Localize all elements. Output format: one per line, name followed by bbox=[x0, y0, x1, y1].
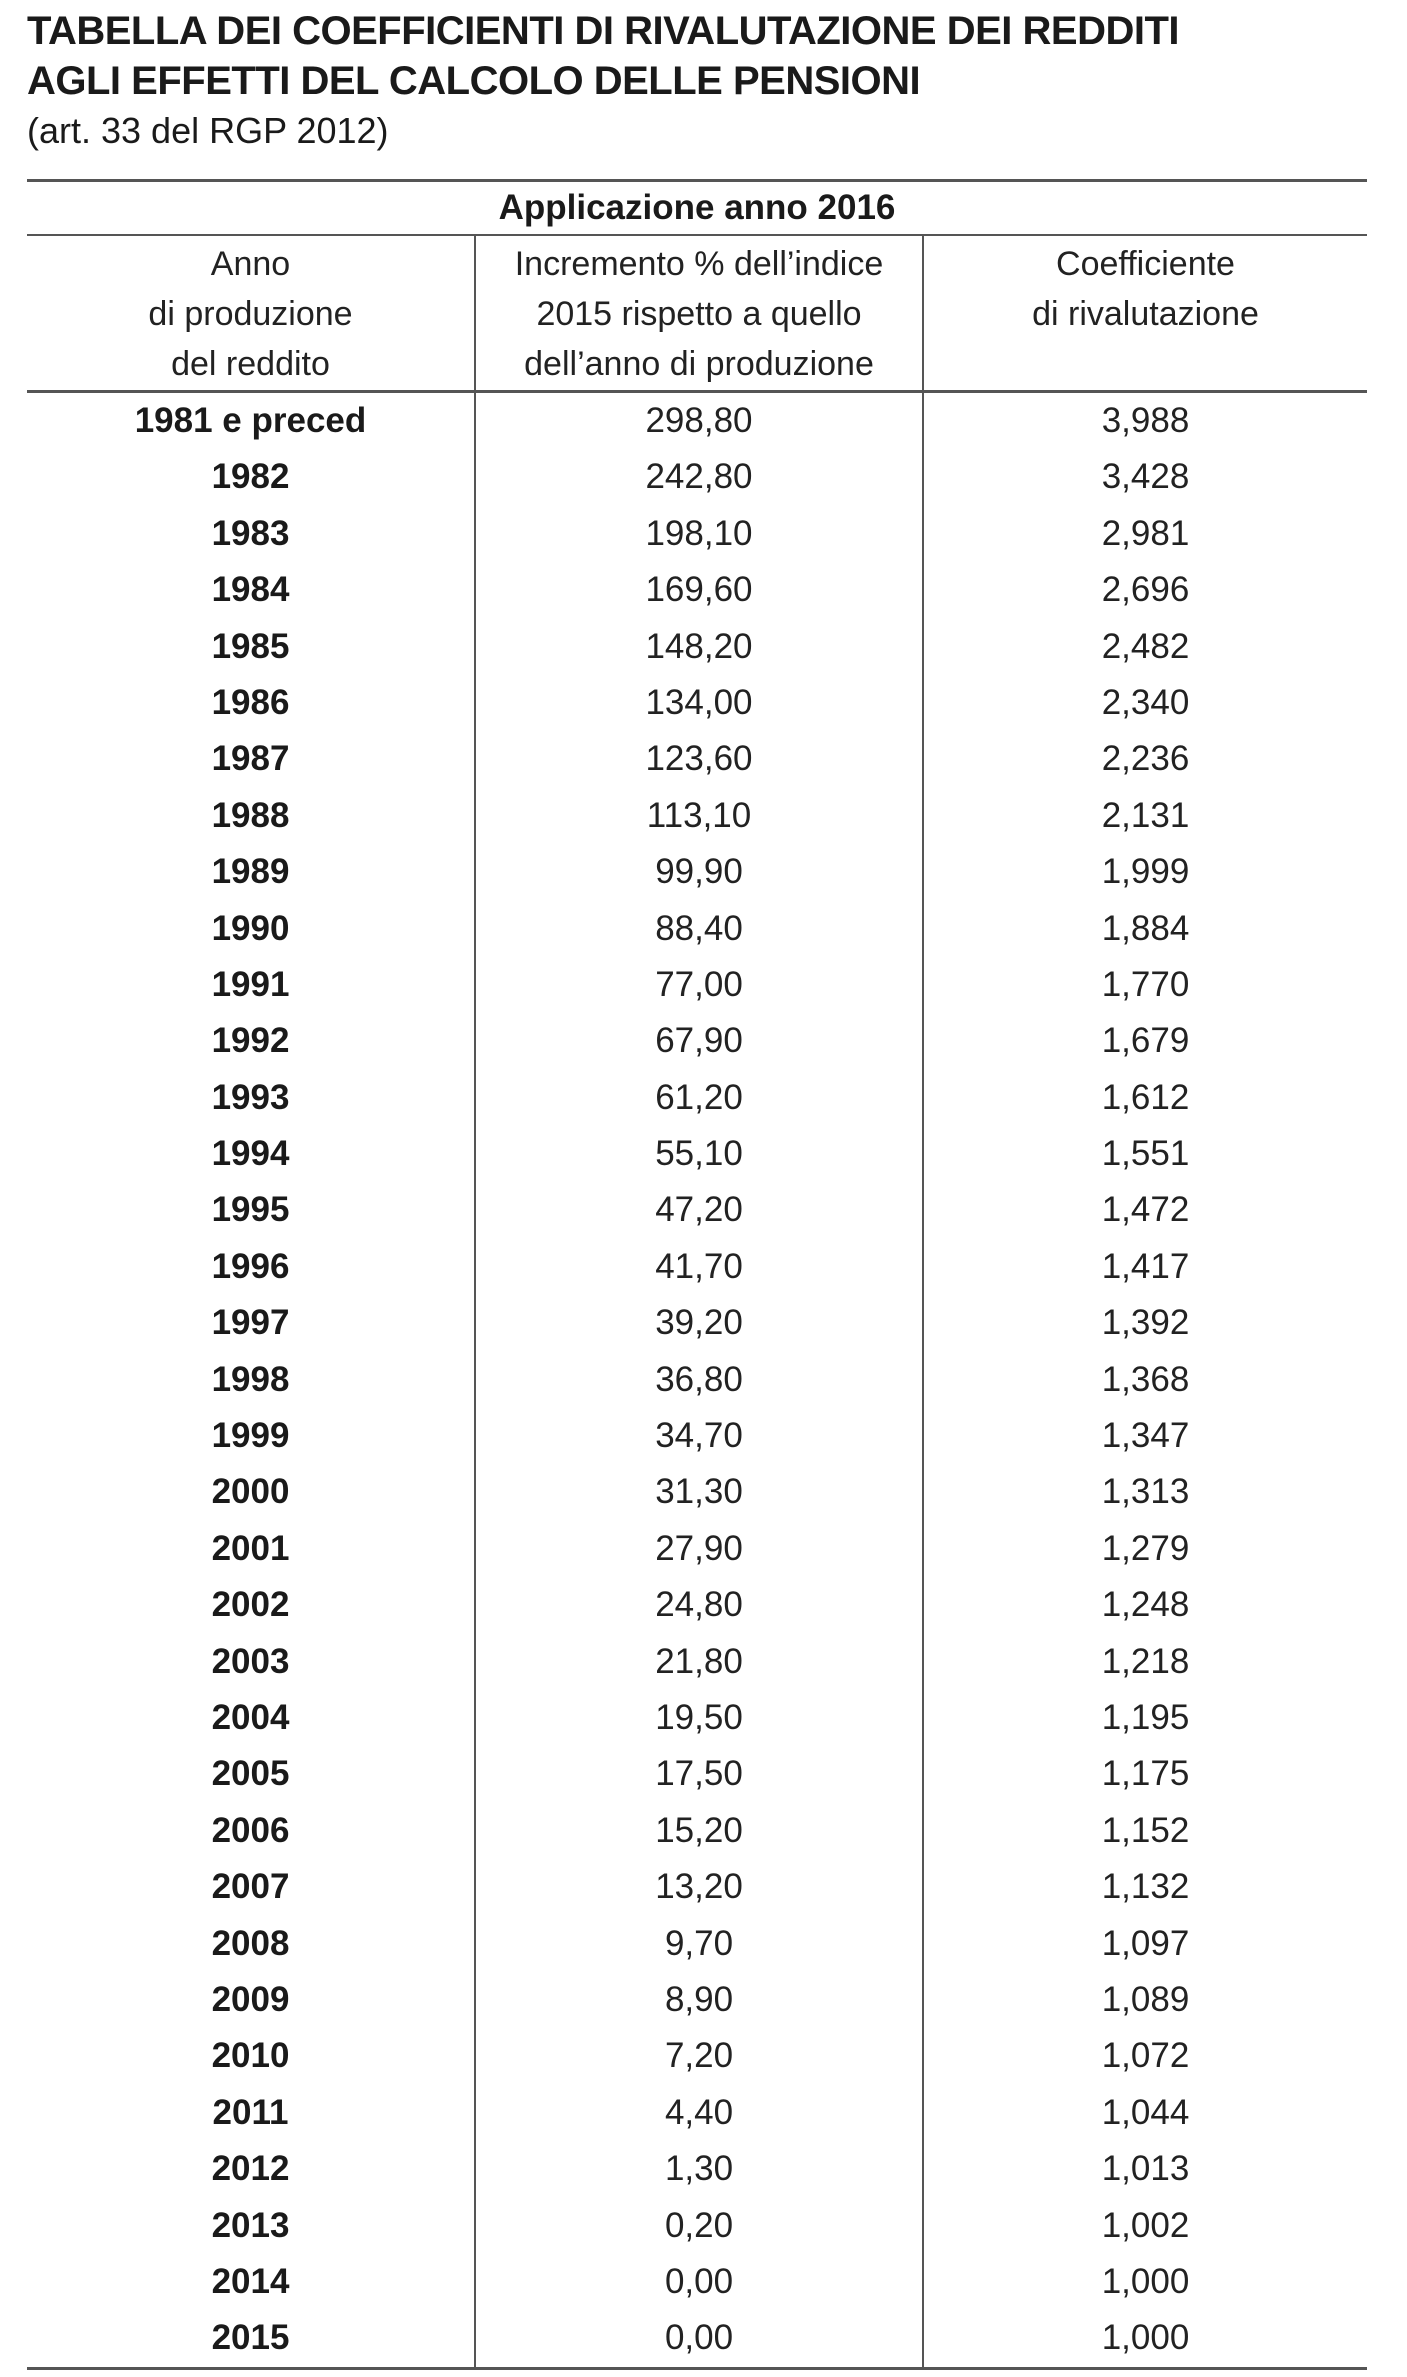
table-cell-anno: 2005 bbox=[211, 1754, 290, 1794]
table-cell-coefficiente: 1,000 bbox=[1101, 2261, 1190, 2301]
column-anno bbox=[27, 393, 474, 2367]
table-cell-anno: 1989 bbox=[211, 852, 290, 892]
table-cell-coefficiente: 2,340 bbox=[1101, 682, 1190, 722]
table-cell-incremento: 67,90 bbox=[655, 1021, 743, 1061]
column-coefficiente bbox=[922, 393, 1367, 2367]
table-cell-coefficiente: 1,999 bbox=[1101, 852, 1190, 892]
table-cell-coefficiente: 1,392 bbox=[1101, 1303, 1190, 1343]
table-cell-anno: 2004 bbox=[211, 1697, 290, 1737]
table-cell-coefficiente: 1,132 bbox=[1101, 1867, 1190, 1907]
table-cell-anno: 1984 bbox=[211, 570, 290, 610]
column-header-line: Incremento % dell’indice bbox=[514, 245, 884, 283]
table-cell-incremento: 242,80 bbox=[645, 457, 753, 497]
table-cell-coefficiente: 1,347 bbox=[1101, 1416, 1190, 1456]
table-bottom-rule bbox=[27, 2367, 1367, 2370]
table-cell-incremento: 13,20 bbox=[655, 1867, 743, 1907]
table-cell-coefficiente: 1,770 bbox=[1101, 964, 1190, 1004]
table-cell-anno: 2008 bbox=[211, 1923, 290, 1963]
table-cell-anno: 2014 bbox=[211, 2261, 290, 2301]
coefficient-table bbox=[27, 179, 1367, 2370]
table-cell-incremento: 113,10 bbox=[646, 795, 752, 835]
table-cell-incremento: 298,80 bbox=[645, 401, 753, 440]
table-cell-incremento: 169,60 bbox=[645, 570, 753, 610]
table-cell-anno: 1991 bbox=[211, 964, 290, 1004]
table-cell-coefficiente: 1,175 bbox=[1101, 1754, 1190, 1794]
table-cell-incremento: 41,70 bbox=[655, 1246, 743, 1286]
table-cell-incremento: 134,00 bbox=[645, 682, 753, 722]
table-cell-incremento: 21,80 bbox=[655, 1641, 743, 1681]
table-cell-anno: 2012 bbox=[211, 2149, 290, 2189]
table-cell-anno: 1993 bbox=[211, 1077, 290, 1117]
table-cell-anno: 1995 bbox=[211, 1190, 290, 1230]
table-cell-coefficiente: 1,612 bbox=[1101, 1077, 1190, 1117]
table-cell-anno: 1997 bbox=[211, 1303, 290, 1343]
table-cell-anno: 1990 bbox=[211, 908, 290, 948]
table-cell-coefficiente: 1,551 bbox=[1101, 1134, 1190, 1174]
title-block bbox=[27, 6, 1367, 156]
table-cell-incremento: 19,50 bbox=[655, 1697, 743, 1737]
table-cell-anno: 2015 bbox=[211, 2318, 290, 2358]
table-cell-anno: 1985 bbox=[211, 626, 290, 666]
table-cell-coefficiente: 1,279 bbox=[1101, 1528, 1190, 1568]
table-cell-coefficiente: 2,131 bbox=[1101, 795, 1190, 835]
table-cell-coefficiente: 1,000 bbox=[1101, 2318, 1190, 2358]
table-cell-anno: 1988 bbox=[211, 795, 290, 835]
table-cell-incremento: 55,10 bbox=[655, 1134, 743, 1174]
table-cell-incremento: 47,20 bbox=[655, 1190, 743, 1230]
table-cell-incremento: 9,70 bbox=[664, 1923, 734, 1963]
table-cell-incremento: 198,10 bbox=[645, 513, 753, 553]
table-cell-anno: 2002 bbox=[211, 1585, 290, 1625]
table-cell-anno: 1992 bbox=[211, 1021, 290, 1061]
table-cell-anno: 2001 bbox=[211, 1528, 290, 1568]
table-cell-anno: 1986 bbox=[211, 682, 290, 722]
table-cell-anno: 1999 bbox=[211, 1416, 290, 1456]
table-cell-anno: 2003 bbox=[211, 1641, 290, 1681]
column-incremento bbox=[474, 393, 922, 2367]
table-cell-incremento: 1,30 bbox=[664, 2149, 734, 2189]
table-cell-anno: 2010 bbox=[211, 2036, 290, 2076]
column-header-coefficiente bbox=[922, 236, 1367, 390]
table-cell-incremento: 34,70 bbox=[655, 1416, 743, 1456]
table-body bbox=[27, 393, 1367, 2367]
table-cell-coefficiente: 1,218 bbox=[1101, 1641, 1190, 1681]
table-cell-incremento: 27,90 bbox=[655, 1528, 743, 1568]
table-cell-incremento: 31,30 bbox=[655, 1472, 743, 1512]
table-cell-anno: 2000 bbox=[211, 1472, 290, 1512]
table-cell-coefficiente: 1,013 bbox=[1101, 2149, 1190, 2189]
table-cell-coefficiente: 1,313 bbox=[1101, 1472, 1190, 1512]
table-cell-incremento: 17,50 bbox=[655, 1754, 743, 1794]
column-header-incremento bbox=[474, 236, 922, 390]
table-cell-anno: 2007 bbox=[211, 1867, 290, 1907]
table-cell-coefficiente: 3,428 bbox=[1101, 457, 1190, 497]
table-cell-coefficiente: 1,195 bbox=[1101, 1697, 1190, 1737]
table-column-headers bbox=[27, 236, 1367, 393]
table-cell-anno: 1994 bbox=[211, 1134, 290, 1174]
table-cell-anno: 2009 bbox=[211, 1979, 290, 2019]
table-cell-incremento: 4,40 bbox=[664, 2092, 734, 2132]
column-header-line: Anno bbox=[210, 245, 291, 283]
table-cell-incremento: 0,00 bbox=[664, 2261, 734, 2301]
table-cell-coefficiente: 2,236 bbox=[1101, 739, 1190, 779]
table-group-header: Applicazione anno 2016 bbox=[27, 182, 1367, 236]
table-cell-incremento: 15,20 bbox=[655, 1810, 743, 1850]
table-cell-anno: 1998 bbox=[211, 1359, 290, 1399]
table-cell-coefficiente: 1,089 bbox=[1101, 1979, 1190, 2019]
table-cell-coefficiente: 1,072 bbox=[1101, 2036, 1190, 2076]
table-cell-incremento: 88,40 bbox=[655, 908, 743, 948]
table-cell-incremento: 99,90 bbox=[655, 852, 743, 892]
table-cell-incremento: 7,20 bbox=[664, 2036, 734, 2076]
table-cell-incremento: 77,00 bbox=[655, 964, 743, 1004]
table-cell-coefficiente: 1,417 bbox=[1101, 1246, 1190, 1286]
table-cell-anno: 1983 bbox=[211, 513, 290, 553]
table-cell-incremento: 148,20 bbox=[645, 626, 753, 666]
table-cell-incremento: 39,20 bbox=[655, 1303, 743, 1343]
table-cell-anno: 2006 bbox=[211, 1810, 290, 1850]
table-cell-coefficiente: 2,981 bbox=[1101, 513, 1190, 553]
column-header-line: del reddito bbox=[171, 345, 330, 383]
column-header-line: 2015 rispetto a quello bbox=[536, 295, 862, 333]
page-subtitle: (art. 33 del RGP 2012) bbox=[27, 110, 389, 151]
table-cell-incremento: 61,20 bbox=[655, 1077, 743, 1117]
column-header-line: di rivalutazione bbox=[1032, 295, 1259, 333]
table-cell-coefficiente: 1,679 bbox=[1101, 1021, 1190, 1061]
table-cell-coefficiente: 1,368 bbox=[1101, 1359, 1190, 1399]
table-cell-incremento: 8,90 bbox=[664, 1979, 734, 2019]
table-cell-coefficiente: 1,248 bbox=[1101, 1585, 1190, 1625]
table-cell-coefficiente: 1,002 bbox=[1101, 2205, 1190, 2245]
table-cell-coefficiente: 3,988 bbox=[1101, 401, 1190, 440]
table-cell-anno: 1987 bbox=[211, 739, 290, 779]
table-cell-coefficiente: 2,696 bbox=[1101, 570, 1190, 610]
column-header-line: Coefficiente bbox=[1056, 245, 1235, 283]
page-title-line-1: TABELLA DEI COEFFICIENTI DI RIVALUTAZIONE DEI REDDITI bbox=[27, 9, 1179, 53]
table-cell-coefficiente: 1,152 bbox=[1101, 1810, 1190, 1850]
page-title-line-2: AGLI EFFETTI DEL CALCOLO DELLE PENSIONI bbox=[27, 59, 921, 103]
table-cell-anno: 1981 e preced bbox=[134, 401, 367, 440]
table-cell-incremento: 123,60 bbox=[645, 739, 753, 779]
table-cell-coefficiente: 1,884 bbox=[1101, 908, 1190, 948]
table-cell-coefficiente: 1,044 bbox=[1101, 2092, 1190, 2132]
table-cell-anno: 2013 bbox=[211, 2205, 290, 2245]
table-cell-incremento: 24,80 bbox=[655, 1585, 743, 1625]
column-header-line: dell’anno di produzione bbox=[524, 345, 874, 383]
table-cell-anno: 2011 bbox=[212, 2092, 289, 2132]
table-cell-incremento: 0,00 bbox=[664, 2318, 734, 2358]
column-header-anno bbox=[27, 236, 474, 390]
table-cell-anno: 1982 bbox=[211, 457, 290, 497]
table-cell-incremento: 36,80 bbox=[655, 1359, 743, 1399]
table-cell-coefficiente: 1,097 bbox=[1101, 1923, 1190, 1963]
table-cell-coefficiente: 1,472 bbox=[1101, 1190, 1190, 1230]
table-cell-coefficiente: 2,482 bbox=[1101, 626, 1190, 666]
table-cell-incremento: 0,20 bbox=[664, 2205, 734, 2245]
table-cell-anno: 1996 bbox=[211, 1246, 290, 1286]
column-header-line: di produzione bbox=[148, 295, 353, 333]
